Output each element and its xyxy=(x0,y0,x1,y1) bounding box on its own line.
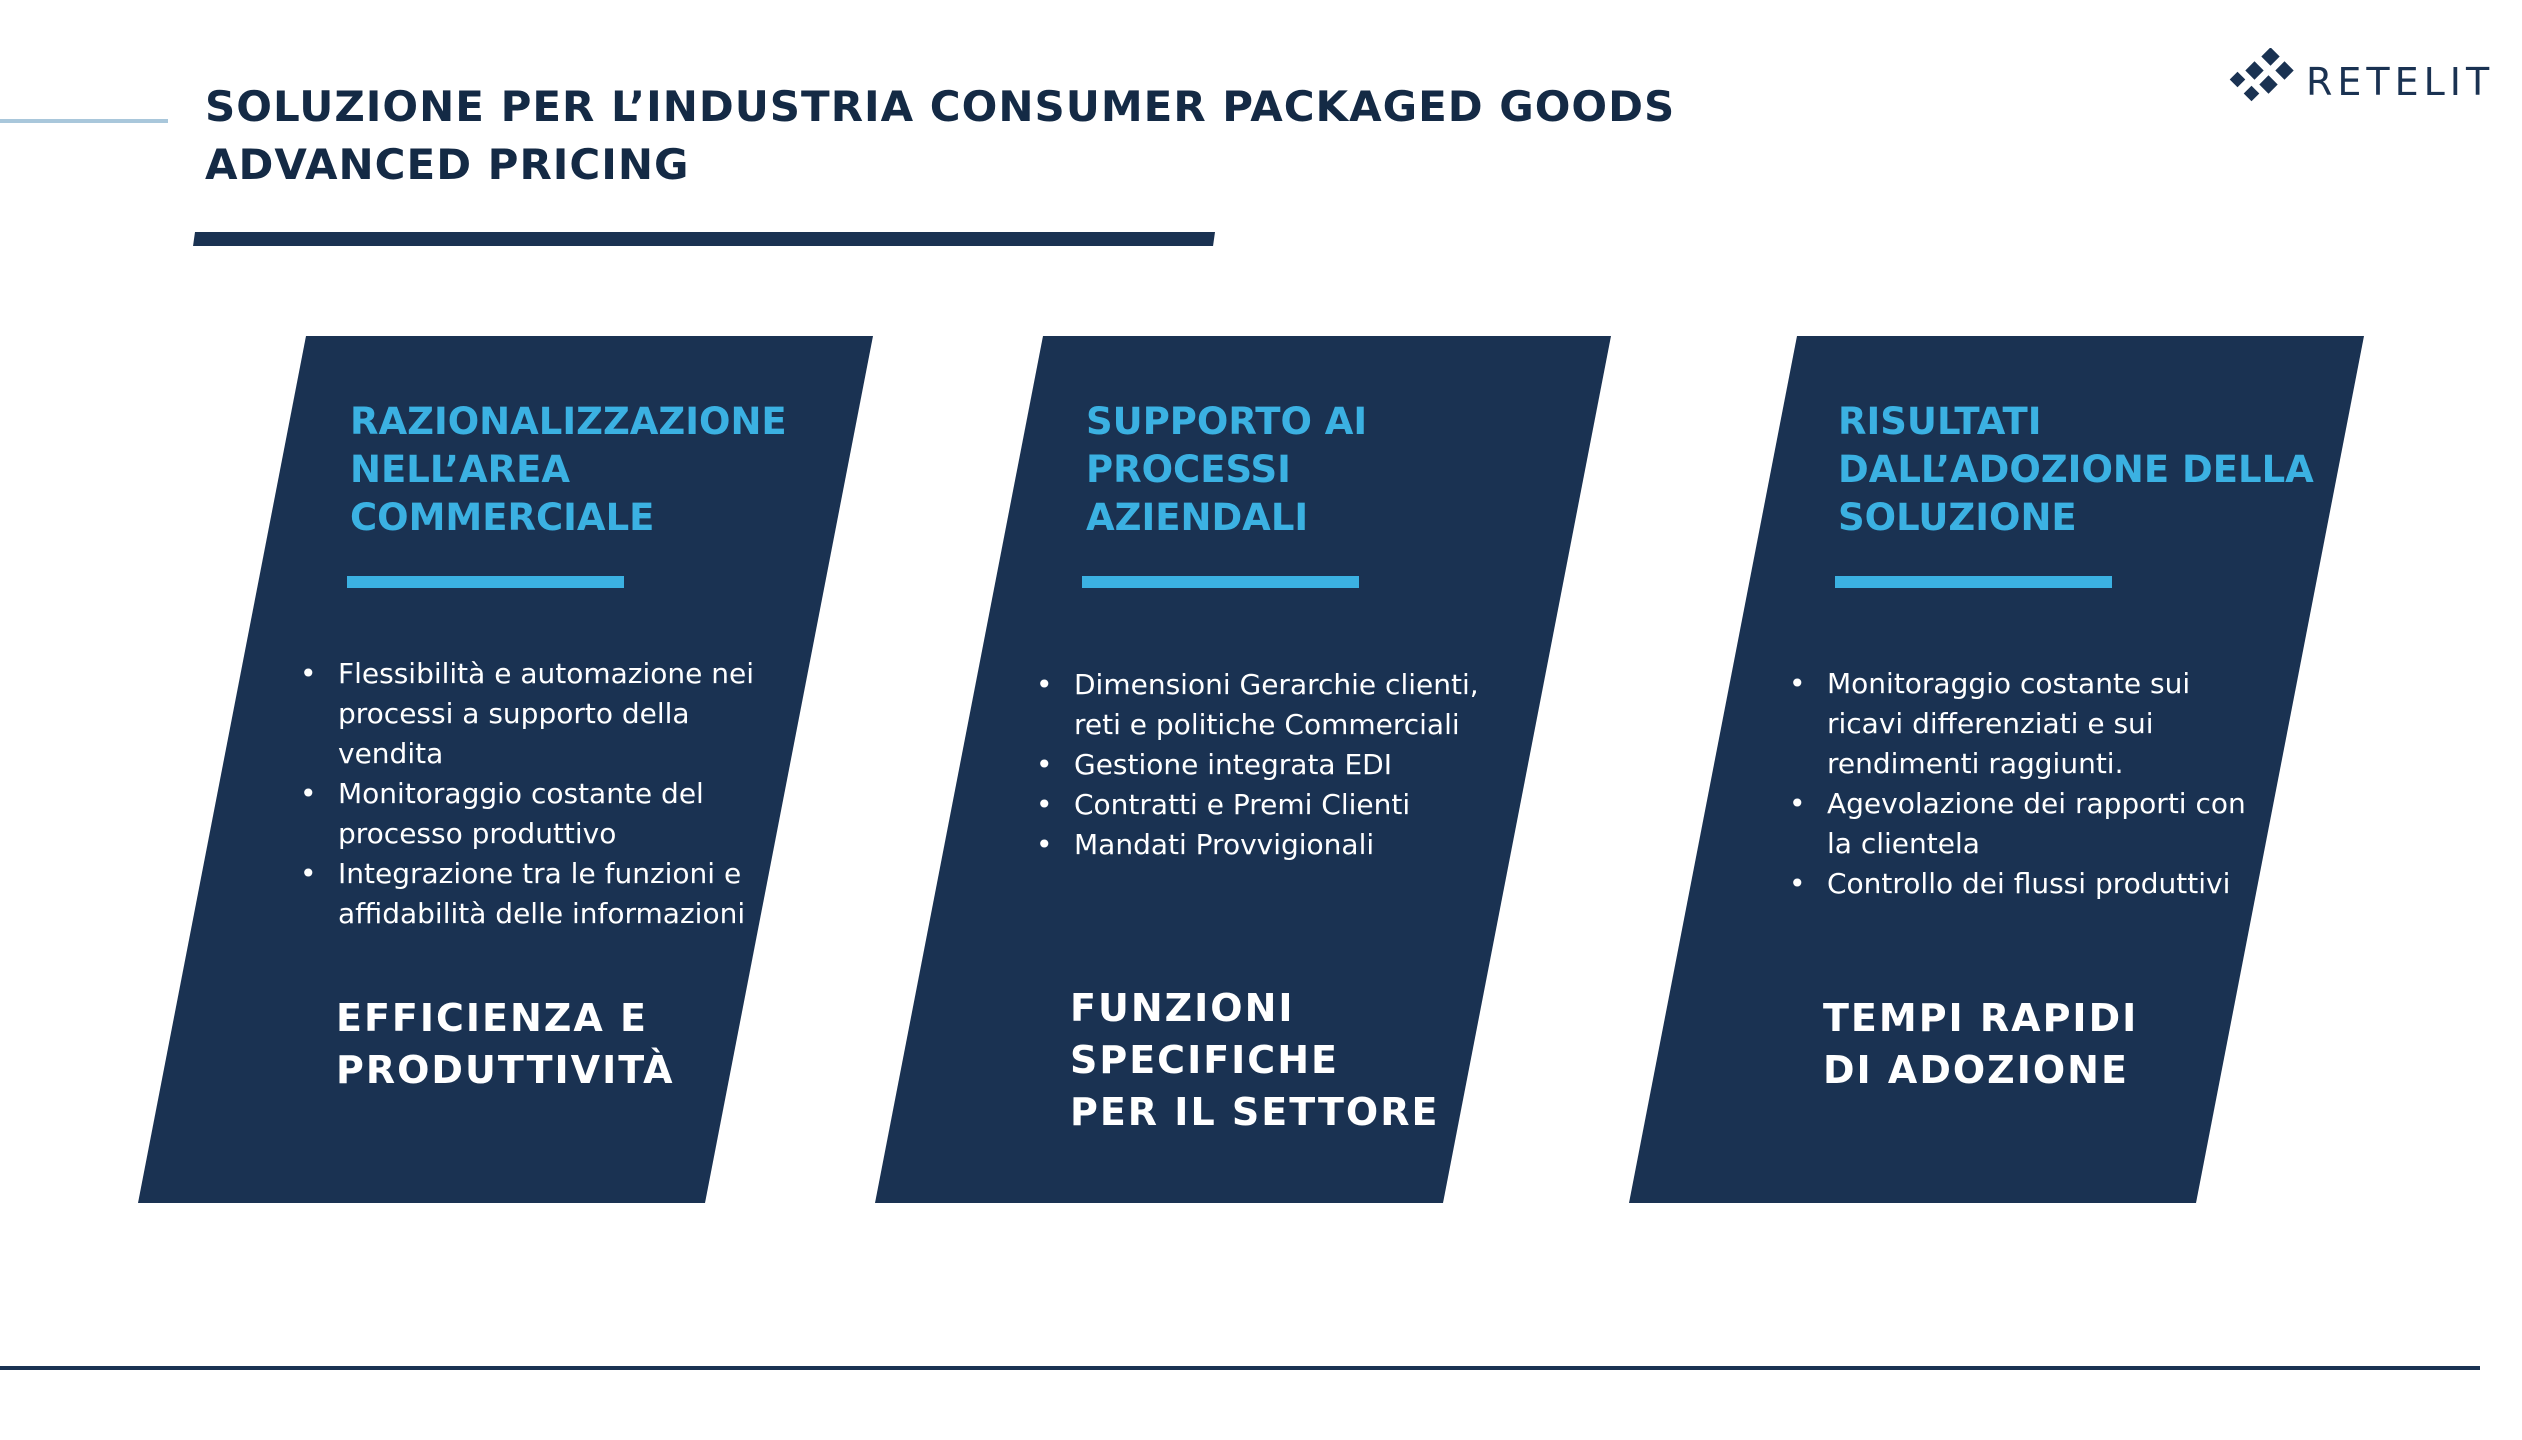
bullet-line: Mandati Provvigionali xyxy=(1074,828,1375,861)
bullet-item xyxy=(1036,825,1479,865)
card-2-accent-bar xyxy=(1082,576,1359,588)
bullet-line: Gestione integrata EDI xyxy=(1074,748,1392,781)
bullet-item xyxy=(1789,864,2246,904)
card-3-accent-bar xyxy=(1835,576,2112,588)
logo-text: RETELIT xyxy=(2306,60,2495,104)
bullet-line: affidabilità delle informazioni xyxy=(338,897,746,930)
card-3-tagline xyxy=(1823,992,2138,1096)
bullet-line: Flessibilità e automazione nei xyxy=(338,657,755,690)
bullet-item xyxy=(300,854,754,934)
bullet-line: Monitoraggio costante sui xyxy=(1827,667,2191,700)
slide-title-line-1: SOLUZIONE PER L’INDUSTRIA CONSUMER PACKAGED GOODS xyxy=(205,82,1676,131)
card-1-accent-bar xyxy=(347,576,624,588)
card-3-heading-line: SOLUZIONE xyxy=(1838,496,2077,539)
bullet-line: rendimenti raggiunti. xyxy=(1827,747,2124,780)
bullet-line: la clientela xyxy=(1827,827,1980,860)
card-2-tagline xyxy=(1070,982,1439,1138)
bullet-line: processo produttivo xyxy=(338,817,617,850)
bullet-item xyxy=(1036,745,1479,785)
card-3-heading-line: DALL’ADOZIONE DELLA xyxy=(1838,448,2314,491)
bullet-line: Agevolazione dei rapporti con xyxy=(1827,787,2246,820)
tagline-line: PER IL SETTORE xyxy=(1070,1090,1440,1134)
slide-title-line-2: ADVANCED PRICING xyxy=(205,140,690,189)
card-2-bullets xyxy=(1036,665,1479,865)
bullet-item xyxy=(300,654,754,774)
tagline-line: EFFICIENZA E xyxy=(336,996,648,1040)
card-1-heading-line: COMMERCIALE xyxy=(350,496,655,539)
card-2-heading xyxy=(1086,398,1367,542)
card-1-heading-line: RAZIONALIZZAZIONE xyxy=(350,400,787,443)
card-2-heading-line: SUPPORTO AI xyxy=(1086,400,1368,443)
bottom-rule xyxy=(0,1366,2480,1370)
bullet-line: Controllo dei flussi produttivi xyxy=(1827,867,2231,900)
card-1-heading-line: NELL’AREA xyxy=(350,448,570,491)
card-2-heading-line: AZIENDALI xyxy=(1086,496,1309,539)
bullet-line: Contratti e Premi Clienti xyxy=(1074,788,1411,821)
bullet-item xyxy=(1036,785,1479,825)
card-3-heading xyxy=(1838,398,2314,542)
tagline-line: TEMPI RAPIDI xyxy=(1823,996,2139,1040)
tagline-line: SPECIFICHE xyxy=(1070,1038,1339,1082)
card-1-heading xyxy=(350,398,787,542)
bullet-item xyxy=(1036,665,1479,745)
tagline-line: DI ADOZIONE xyxy=(1823,1048,2129,1092)
tagline-line: PRODUTTIVITÀ xyxy=(336,1048,675,1092)
tagline-line: FUNZIONI xyxy=(1070,986,1295,1030)
bullet-item xyxy=(300,774,754,854)
bullet-line: Dimensioni Gerarchie clienti, xyxy=(1074,668,1479,701)
bullet-item xyxy=(1789,784,2246,864)
card-1-bullets xyxy=(300,654,754,934)
bullet-line: Monitoraggio costante del xyxy=(338,777,704,810)
bullet-line: Integrazione tra le funzioni e xyxy=(338,857,742,890)
bullet-line: vendita xyxy=(338,737,444,770)
bullet-item xyxy=(1789,664,2246,784)
card-2-heading-line: PROCESSI xyxy=(1086,448,1291,491)
card-3-heading-line: RISULTATI xyxy=(1838,400,2042,443)
card-1-tagline xyxy=(336,992,675,1096)
card-3-bullets xyxy=(1789,664,2246,904)
bullet-line: reti e politiche Commerciali xyxy=(1074,708,1460,741)
bullet-line: ricavi differenziati e sui xyxy=(1827,707,2154,740)
bullet-line: processi a supporto della xyxy=(338,697,690,730)
